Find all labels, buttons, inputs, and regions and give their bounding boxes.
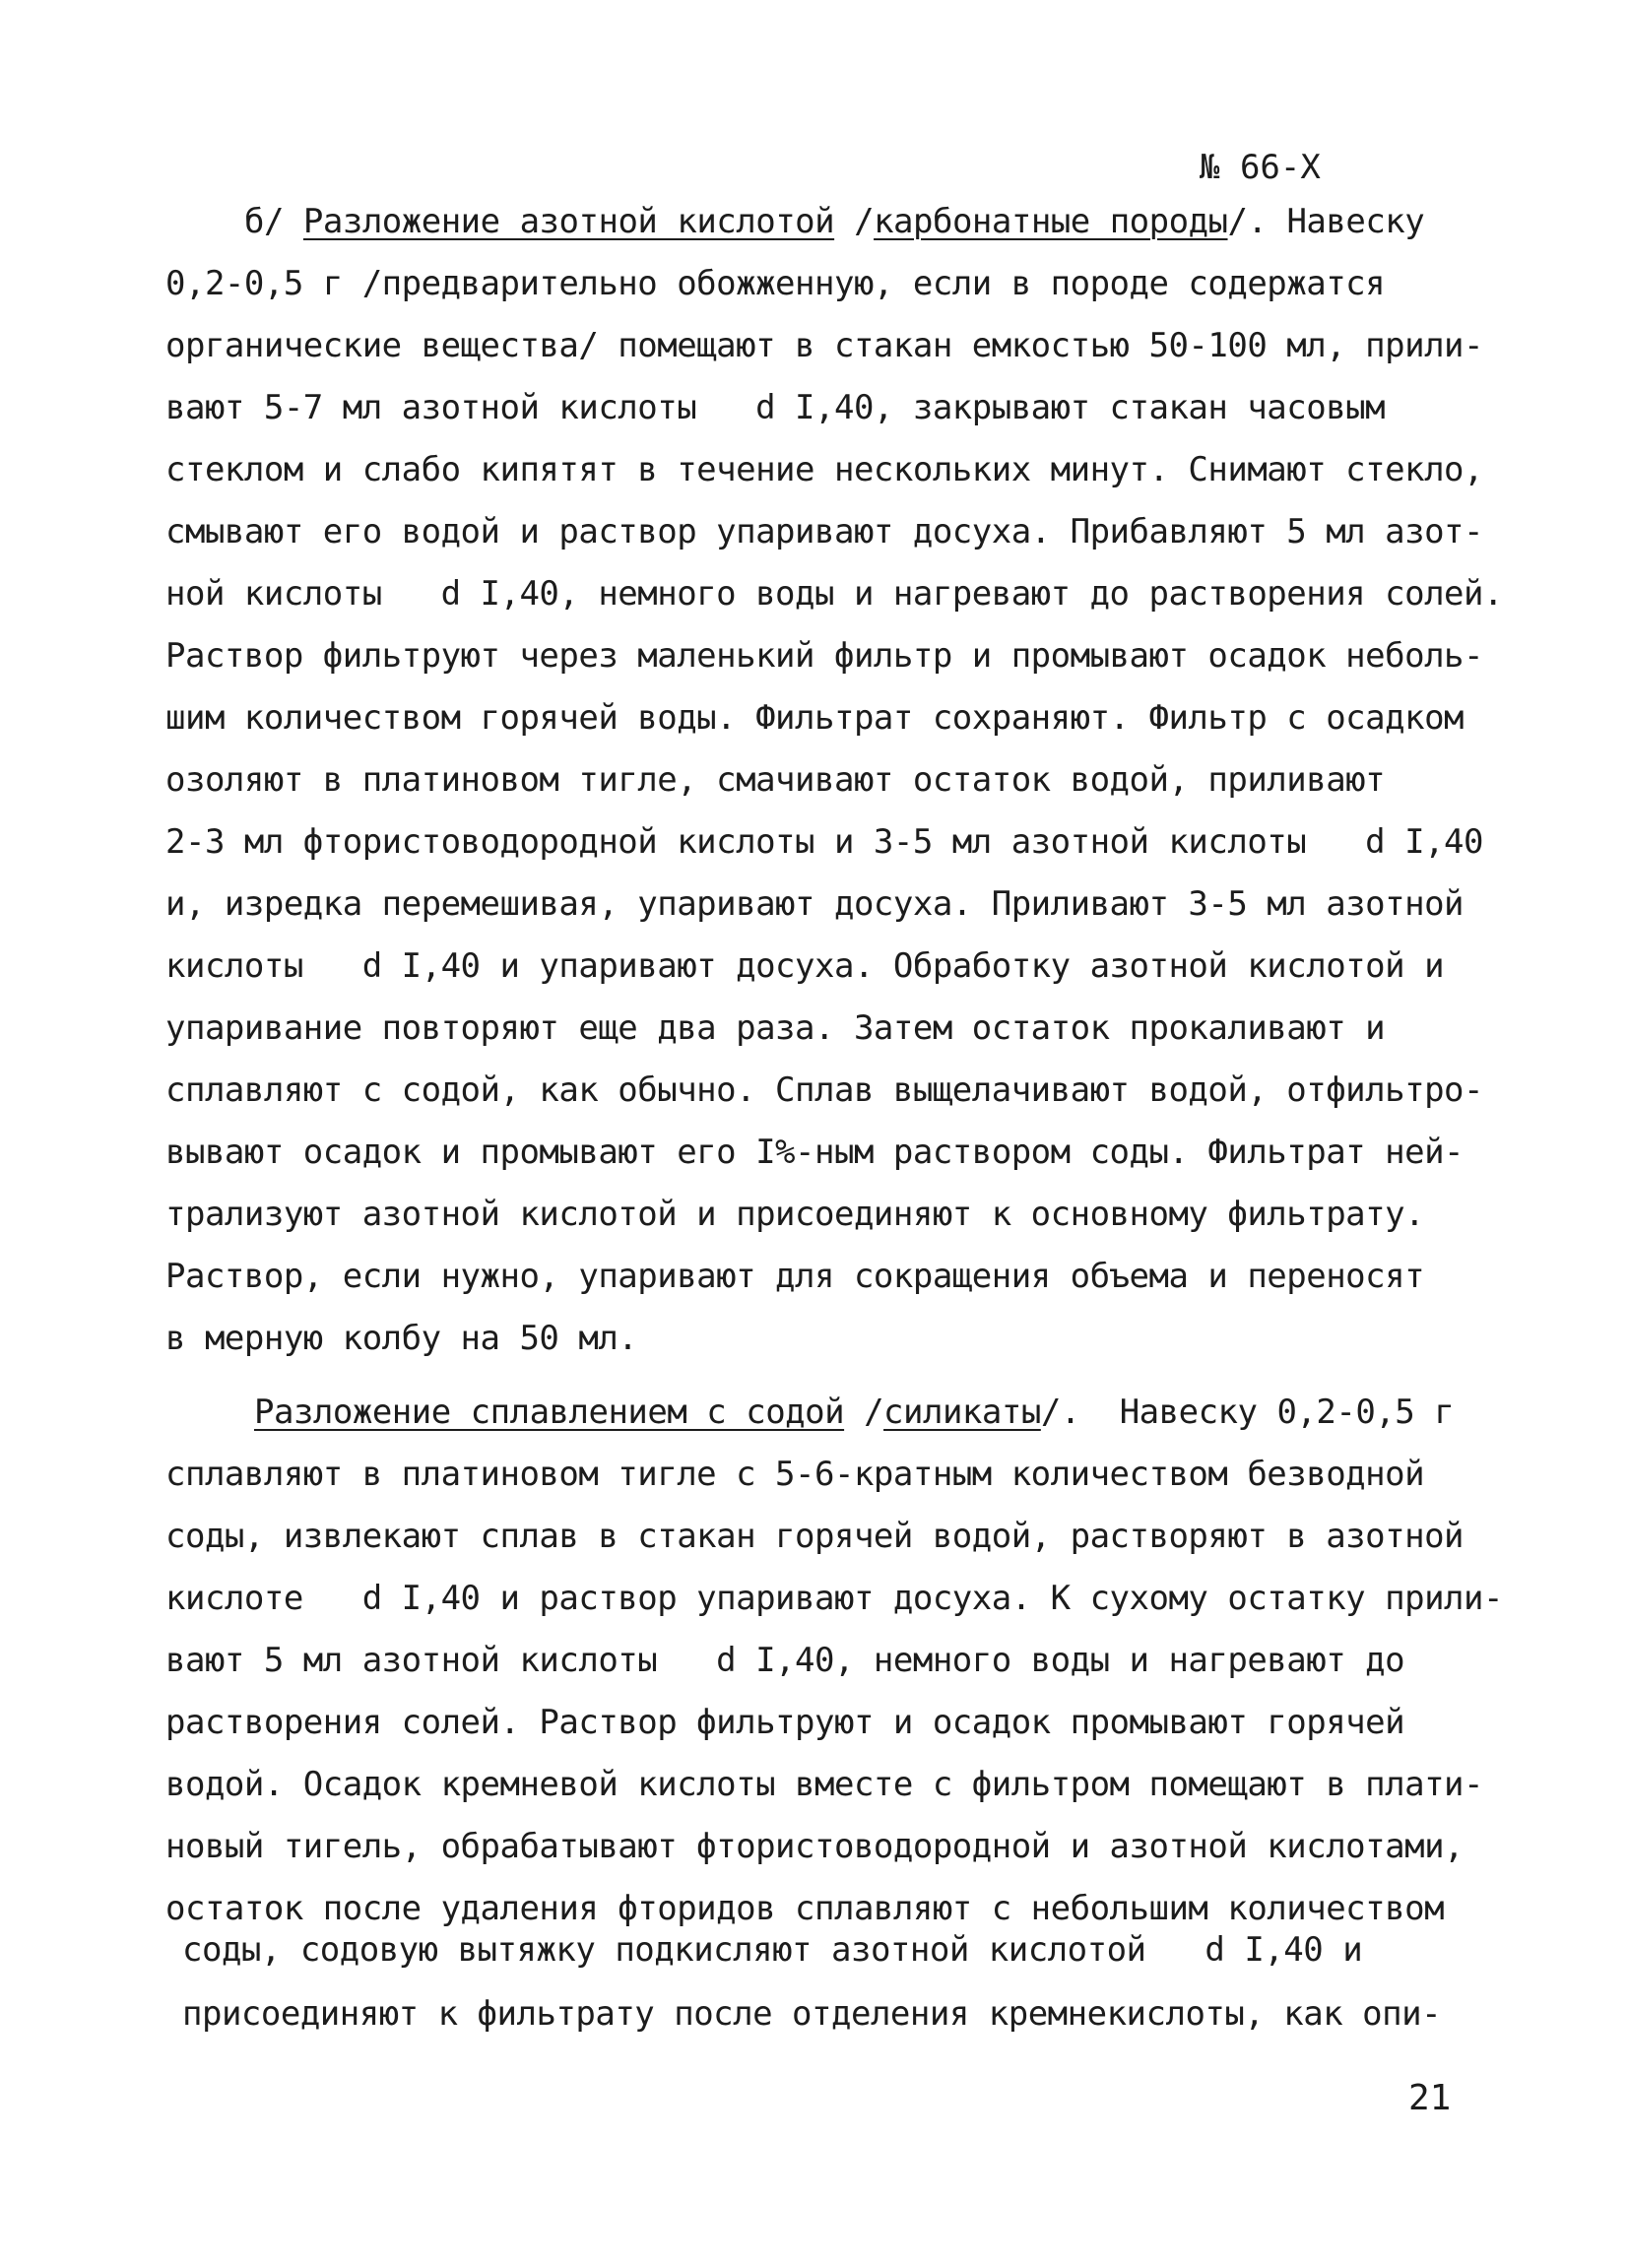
- text-line: кислоте d I,40 и раствор упаривают досуха. К сухому остатку прили-: [165, 1579, 1503, 1618]
- text-line: растворения солей. Раствор фильтруют и осадок промывают горячей: [165, 1703, 1405, 1742]
- document-number: № 66-Х: [1200, 148, 1321, 187]
- section-subheading-silicates: силикаты: [883, 1393, 1041, 1432]
- heading-separator: /: [834, 202, 875, 241]
- paragraph-2-heading-line: [254, 1393, 1454, 1432]
- text-line: органические вещества/ помещают в стакан емкостью 50-100 мл, прили-: [165, 326, 1483, 365]
- text-line: упаривание повторяют еще два раза. Затем остаток прокаливают и: [165, 1008, 1386, 1048]
- text-line: смывают его водой и раствор упаривают досуха. Прибавляют 5 мл азот-: [165, 512, 1483, 551]
- text-line: озоляют в платиновом тигле, смачивают остаток водой, приливают: [165, 760, 1386, 800]
- text-line: сплавляют с содой, как обычно. Сплав выщелачивают водой, отфильтро-: [165, 1070, 1483, 1110]
- text-line: вают 5-7 мл азотной кислоты d I,40, закрывают стакан часовым: [165, 388, 1386, 427]
- text-line: сплавляют в платиновом тигле с 5-6-кратным количеством безводной: [165, 1455, 1425, 1494]
- text-line: Раствор, если нужно, упаривают для сокращения объема и переносят: [165, 1257, 1425, 1296]
- text-line: присоединяют к фильтрату после отделения кремнекислоты, как опи-: [182, 1994, 1442, 2034]
- heading-prefix: б/: [244, 202, 303, 241]
- text-line: в мерную колбу на 50 мл.: [165, 1319, 638, 1358]
- text-line: и, изредка перемешивая, упаривают досуха. Приливают 3-5 мл азотной: [165, 884, 1465, 924]
- text-line: соды, содовую вытяжку подкисляют азотной кислотой d I,40 и: [182, 1930, 1363, 1970]
- text-line: соды, извлекают сплав в стакан горячей водой, растворяют в азотной: [165, 1517, 1465, 1556]
- text-line: вывают осадок и промывают его I%-ным раствором соды. Фильтрат ней-: [165, 1133, 1465, 1172]
- text-line: остаток после удаления фторидов сплавляют с небольшим количеством: [165, 1889, 1445, 1928]
- heading-continuation: /. Навеску: [1227, 202, 1425, 241]
- text-line: вают 5 мл азотной кислоты d I,40, немного воды и нагревают до: [165, 1641, 1405, 1680]
- text-line: 0,2-0,5 г /предварительно обожженную, если в породе содержатся: [165, 264, 1386, 303]
- text-line: новый тигель, обрабатывают фтористоводородной и азотной кислотами,: [165, 1827, 1465, 1866]
- text-line: водой. Осадок кремневой кислоты вместе с фильтром помещают в плати-: [165, 1765, 1483, 1804]
- section-heading-soda-fusion: Разложение сплавлением с содой: [254, 1393, 845, 1432]
- text-line: кислоты d I,40 и упаривают досуха. Обработку азотной кислотой и: [165, 946, 1445, 986]
- text-line: трализуют азотной кислотой и присоединяют к основному фильтрату.: [165, 1195, 1425, 1234]
- text-line: ной кислоты d I,40, немного воды и нагревают до растворения солей.: [165, 574, 1503, 614]
- section-subheading-carbonate: карбонатные породы: [874, 202, 1228, 241]
- heading-separator: /: [844, 1393, 884, 1432]
- page-number: 21: [1408, 2078, 1452, 2118]
- text-line: 2-3 мл фтористоводородной кислоты и 3-5 мл азотной кислоты d I,40: [165, 822, 1483, 862]
- text-line: шим количеством горячей воды. Фильтрат сохраняют. Фильтр с осадком: [165, 698, 1465, 738]
- paragraph-1-heading-line: [244, 202, 1424, 241]
- text-line: Раствор фильтруют через маленький фильтр и промывают осадок неболь-: [165, 636, 1483, 676]
- text-line: стеклом и слабо кипятят в течение нескольких минут. Снимают стекло,: [165, 450, 1483, 489]
- section-heading-nitric-acid: Разложение азотной кислотой: [302, 202, 835, 241]
- heading-continuation: /. Навеску 0,2-0,5 г: [1040, 1393, 1455, 1432]
